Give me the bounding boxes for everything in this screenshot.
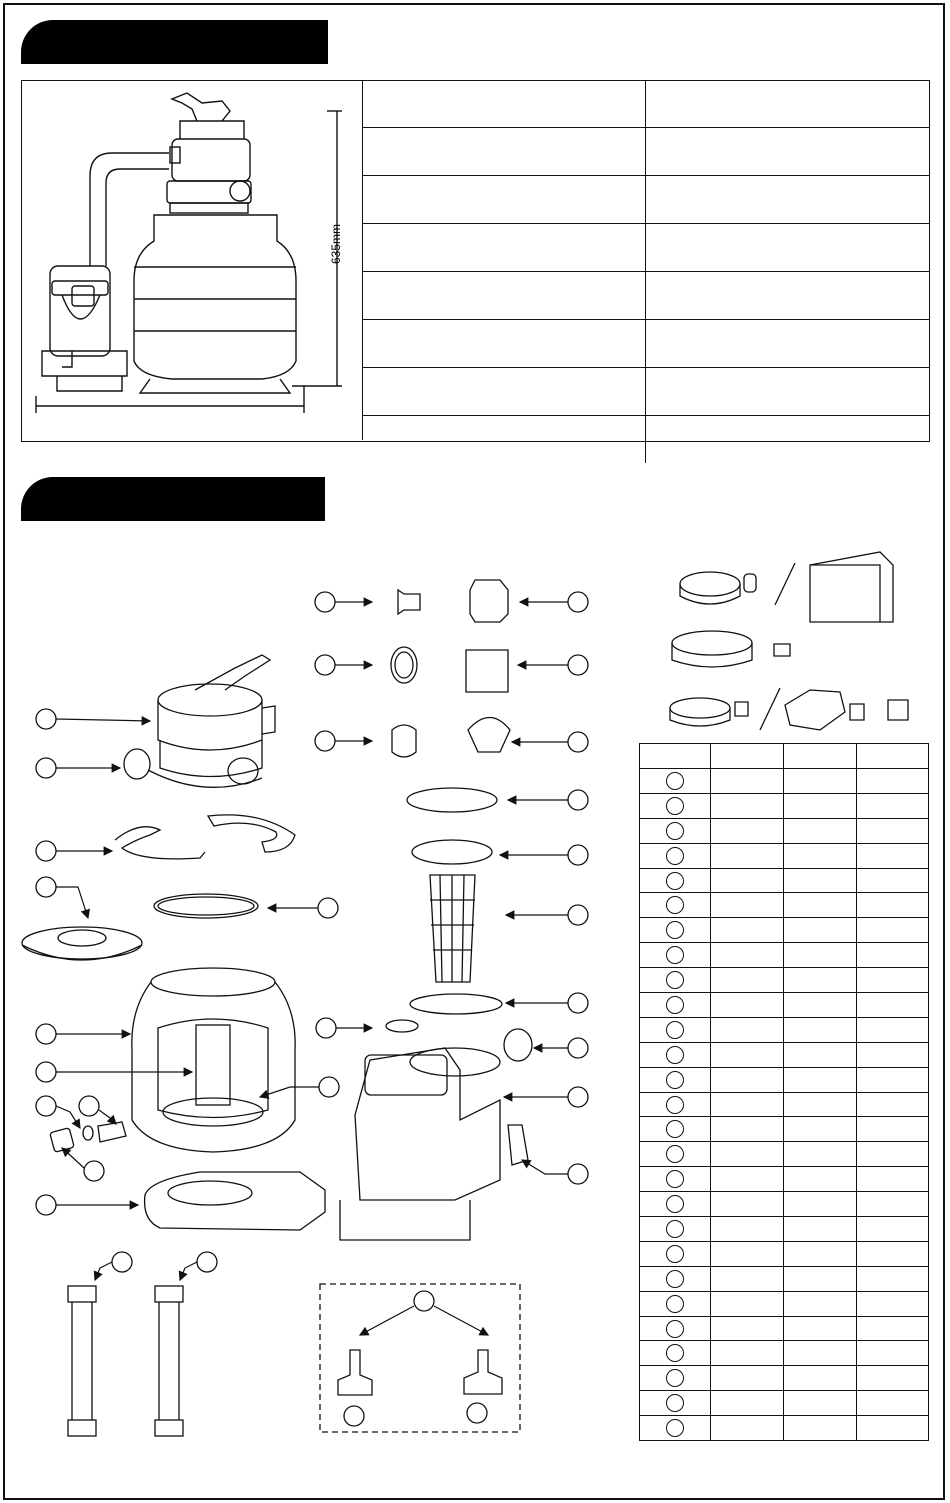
small-o-ring-drawing [386,1020,418,1032]
clamp-half-drawing [208,815,295,852]
callout-marker [315,655,335,675]
part-number-circle [666,971,684,989]
callout-marker [36,841,56,861]
parts-row [640,1017,929,1042]
drain-valve-drawing [468,718,510,753]
part-number-circle [666,1394,684,1412]
part-number-circle [666,1270,684,1288]
parts-row [640,793,929,818]
parts-row [640,1416,929,1441]
parts-list-table [639,743,929,1441]
drain-plug-drawing [98,1122,126,1142]
callout-marker [79,1096,99,1116]
callout-marker [568,1038,588,1058]
adapter-b-drawing [464,1350,502,1394]
parts-row [640,843,929,868]
part-number-circle [666,946,684,964]
drain-washer-drawing [83,1126,93,1140]
part-number-circle [666,1145,684,1163]
callout-marker [568,592,588,612]
part-number-circle [666,822,684,840]
callout-marker [36,1024,56,1044]
part-number-circle [666,921,684,939]
callout-marker [319,1077,339,1097]
hose-nut-drawing [470,580,508,622]
parts-row [640,1117,929,1142]
callout-marker [568,1164,588,1184]
parts-table-header [640,744,929,769]
parts-row [640,1067,929,1092]
tank-lid-drawing [22,927,142,959]
parts-row [640,1092,929,1117]
pump-o-ring-drawing [504,1029,532,1061]
strainer-ring-drawing [407,788,497,812]
callout-marker [568,845,588,865]
callout-marker [112,1252,132,1272]
part-number-circle [666,996,684,1014]
parts-row [640,993,929,1018]
part-number-circle [666,1344,684,1362]
parts-row [640,769,929,794]
callout-marker [36,877,56,897]
parts-row [640,1366,929,1391]
parts-row [640,1192,929,1217]
callout-marker [568,790,588,810]
part-number-circle [666,1120,684,1138]
part-number-circle [666,1195,684,1213]
callout-marker [315,731,335,751]
parts-row [640,1341,929,1366]
parts-row [640,1167,929,1192]
callout-marker [316,1018,336,1038]
parts-row [640,1391,929,1416]
part-number-circle [666,772,684,790]
part-number-circle [666,1295,684,1313]
parts-row [640,918,929,943]
callout-marker [318,898,338,918]
air-release-valve-drawing [398,590,420,614]
strainer-lid-drawing [412,840,492,864]
hose-adapter-drawing [466,650,508,692]
package-contents-drawing [670,552,908,730]
part-number-circle [666,797,684,815]
pump-motor-drawing [340,1048,528,1240]
callout-marker [36,1062,56,1082]
part-number-circle [666,1071,684,1089]
part-number-circle [666,1096,684,1114]
parts-row [640,968,929,993]
filter-tank-drawing [132,968,295,1152]
cap-drawing [392,725,416,757]
part-number-circle [666,1245,684,1263]
part-number-circle [666,847,684,865]
parts-row [640,818,929,843]
parts-row [640,1266,929,1291]
height-dimension-label: 635mm [329,223,343,264]
parts-row [640,1217,929,1242]
callout-marker [36,1096,56,1116]
callout-marker [568,905,588,925]
parts-row [640,868,929,893]
part-number-circle [666,1046,684,1064]
hose-drawing [68,1286,96,1436]
part-number-circle [666,1021,684,1039]
callout-marker [36,1195,56,1215]
parts-row [640,1241,929,1266]
clamp-half-drawing [115,827,205,859]
adapter-a-drawing [338,1350,372,1395]
part-number-circle [666,1369,684,1387]
tank-base-drawing [145,1172,325,1230]
callout-marker [315,592,335,612]
parts-row [640,893,929,918]
part-number-circle [666,1320,684,1338]
callout-marker [568,655,588,675]
strainer-o-ring-drawing [410,994,502,1014]
callout-marker [467,1403,487,1423]
part-number-circle [666,1170,684,1188]
callout-marker [197,1252,217,1272]
callout-marker [568,1087,588,1107]
parts-row [640,1291,929,1316]
part-number-circle [666,1419,684,1437]
callout-marker [36,758,56,778]
callout-marker [414,1291,434,1311]
part-number-circle [666,872,684,890]
callout-marker [84,1161,104,1181]
parts-row [640,1142,929,1167]
part-number-circle [666,1220,684,1238]
hose-drawing [155,1286,183,1436]
callout-marker [36,709,56,729]
parts-row [640,1316,929,1341]
callout-marker [344,1406,364,1426]
parts-row [640,1042,929,1067]
callout-marker [568,732,588,752]
callout-marker [568,993,588,1013]
part-number-circle [666,896,684,914]
parts-row [640,943,929,968]
